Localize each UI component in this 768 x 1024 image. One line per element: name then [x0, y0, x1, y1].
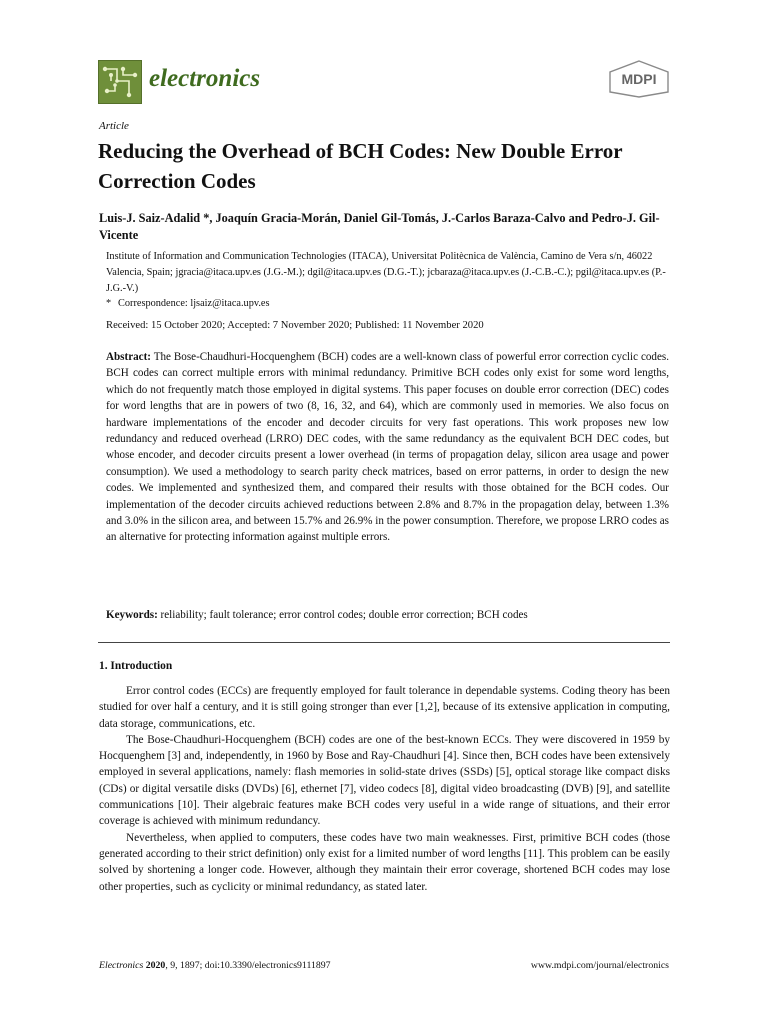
abstract: [106, 349, 669, 546]
correspondence-email[interactable]: Correspondence: ljsaiz@itaca.upv.es: [118, 298, 270, 310]
author-list: Luis-J. Saiz-Adalid *, Joaquín Gracia-Morán, Daniel Gil-Tomás, J.-Carlos Baraza-Calvo and Pedro-J. Gil-Vicente: [99, 211, 660, 242]
paragraph: The Bose-Chaudhuri-Hocquenghem (BCH) codes are one of the best-known ECCs. They were discovered in 1959 by Hocquenghem [3] and, independently, in 1960 by Bose and Ray-Chaudhuri [4]. Since then, BCH codes have been extensively employed in several applications, namely: flash memories in solid-state drives (SSDs) [5], optical storage like compact disks (CDs) or digital versatile disks (DVDs) [6], ethernet [7], video codecs [8], digital video broadcasting (DVB) [9], and satellite communications [10]. Their algebraic features make BCH codes very useful in a wide range of situations, and their error coverage is achieved with minimum redundancy.: [99, 733, 670, 828]
keywords-text: reliability; fault tolerance; error control codes; double error correction; BCH codes: [160, 609, 528, 621]
footer-journal: Electronics: [99, 960, 144, 971]
mdpi-logo: [608, 60, 670, 98]
footer-year: 2020: [145, 960, 166, 971]
abstract-label: Abstract:: [106, 351, 151, 363]
footer-doi[interactable]: , 9, 1897; doi:10.3390/electronics9111897: [165, 960, 331, 971]
affiliation-text: Institute of Information and Communication Technologies (ITACA), Universitat Politècnica de València, Camino de Vera s/n, 46022 Valencia, Spain; jgracia@itaca.upv.es (J.G.-M.); dgil@itaca.upv.es (D.G.-T.); jcbaraza@itaca.upv.es (J.-C.B.-C.); pgil@itaca.upv.es (P.-J.G.-V.): [106, 251, 666, 294]
footer-citation: [99, 960, 331, 971]
keywords: [106, 609, 669, 621]
paragraph: Nevertheless, when applied to computers, these codes have two main weaknesses. First, primitive BCH codes (those generated according to their strict definition) only exist for a limited number of word lengths [11]. This problem can be easily solved by shortening a longer code. However, although they maintain their error coverage, shortened BCH codes may lose other properties, such as cyclicity or minimal redundancy, as stated later.: [99, 831, 670, 893]
paragraph: Error control codes (ECCs) are frequently employed for fault tolerance in dependable systems. Coding theory has been studied for over half a century, and it is still going stronger than ever [1,2], because of its extensive application in computing, data storage, communications, etc.: [99, 685, 670, 730]
introduction-body: [99, 683, 670, 895]
affiliation-block: [106, 249, 676, 312]
publication-dates: Received: 15 October 2020; Accepted: 7 November 2020; Published: 11 November 2020: [106, 320, 484, 331]
section-heading-introduction: 1. Introduction: [99, 660, 173, 672]
journal-name: electronics: [149, 65, 261, 92]
article-type: Article: [99, 120, 129, 132]
section-divider: [98, 642, 670, 643]
publisher-logo-text: MDPI: [621, 71, 657, 87]
article-title: Reducing the Overhead of BCH Codes: New Double Error Correction Codes: [98, 139, 623, 193]
abstract-text: The Bose-Chaudhuri-Hocquenghem (BCH) codes are a well-known class of powerful error correction cyclic codes. BCH codes can correct multiple errors with minimal redundancy. Primitive BCH codes only exist for some word lengths, which do not frequently match those employed in digital systems. This paper focuses on double error correction (DEC) codes for word lengths that are in powers of two (8, 16, 32, and 64), which are commonly used in memories. We also focus on hardware implementations of the encoder and decoder circuits for very fast operations. This work proposes new low redundancy and reduced overhead (LRRO) DEC codes, with the same redundancy as the equivalent BCH DEC codes, but whose encoder, and decoder circuits present a lower overhead (in terms of propagation delay, silicon area usage and power consumption). We used a methodology to search parity check matrices, based on error patterns, in order to design the new codes. We implemented and synthesized them, and compared their results with those obtained for the BCH codes. Our implementation of the decoder circuits achieved reductions between 2.8% and 8.7% in the propagation delay, between 1.3% and 3.0% in the silicon area, and between 15.7% and 26.9% in the power consumption. Therefore, we propose LRRO codes as an alternative for protecting information against multiple errors.: [106, 351, 669, 544]
keywords-label: Keywords:: [106, 609, 158, 621]
footer-url[interactable]: www.mdpi.com/journal/electronics: [530, 960, 669, 971]
correspondence-mark: *: [106, 298, 112, 310]
electronics-circuit-logo-icon: [98, 60, 142, 104]
